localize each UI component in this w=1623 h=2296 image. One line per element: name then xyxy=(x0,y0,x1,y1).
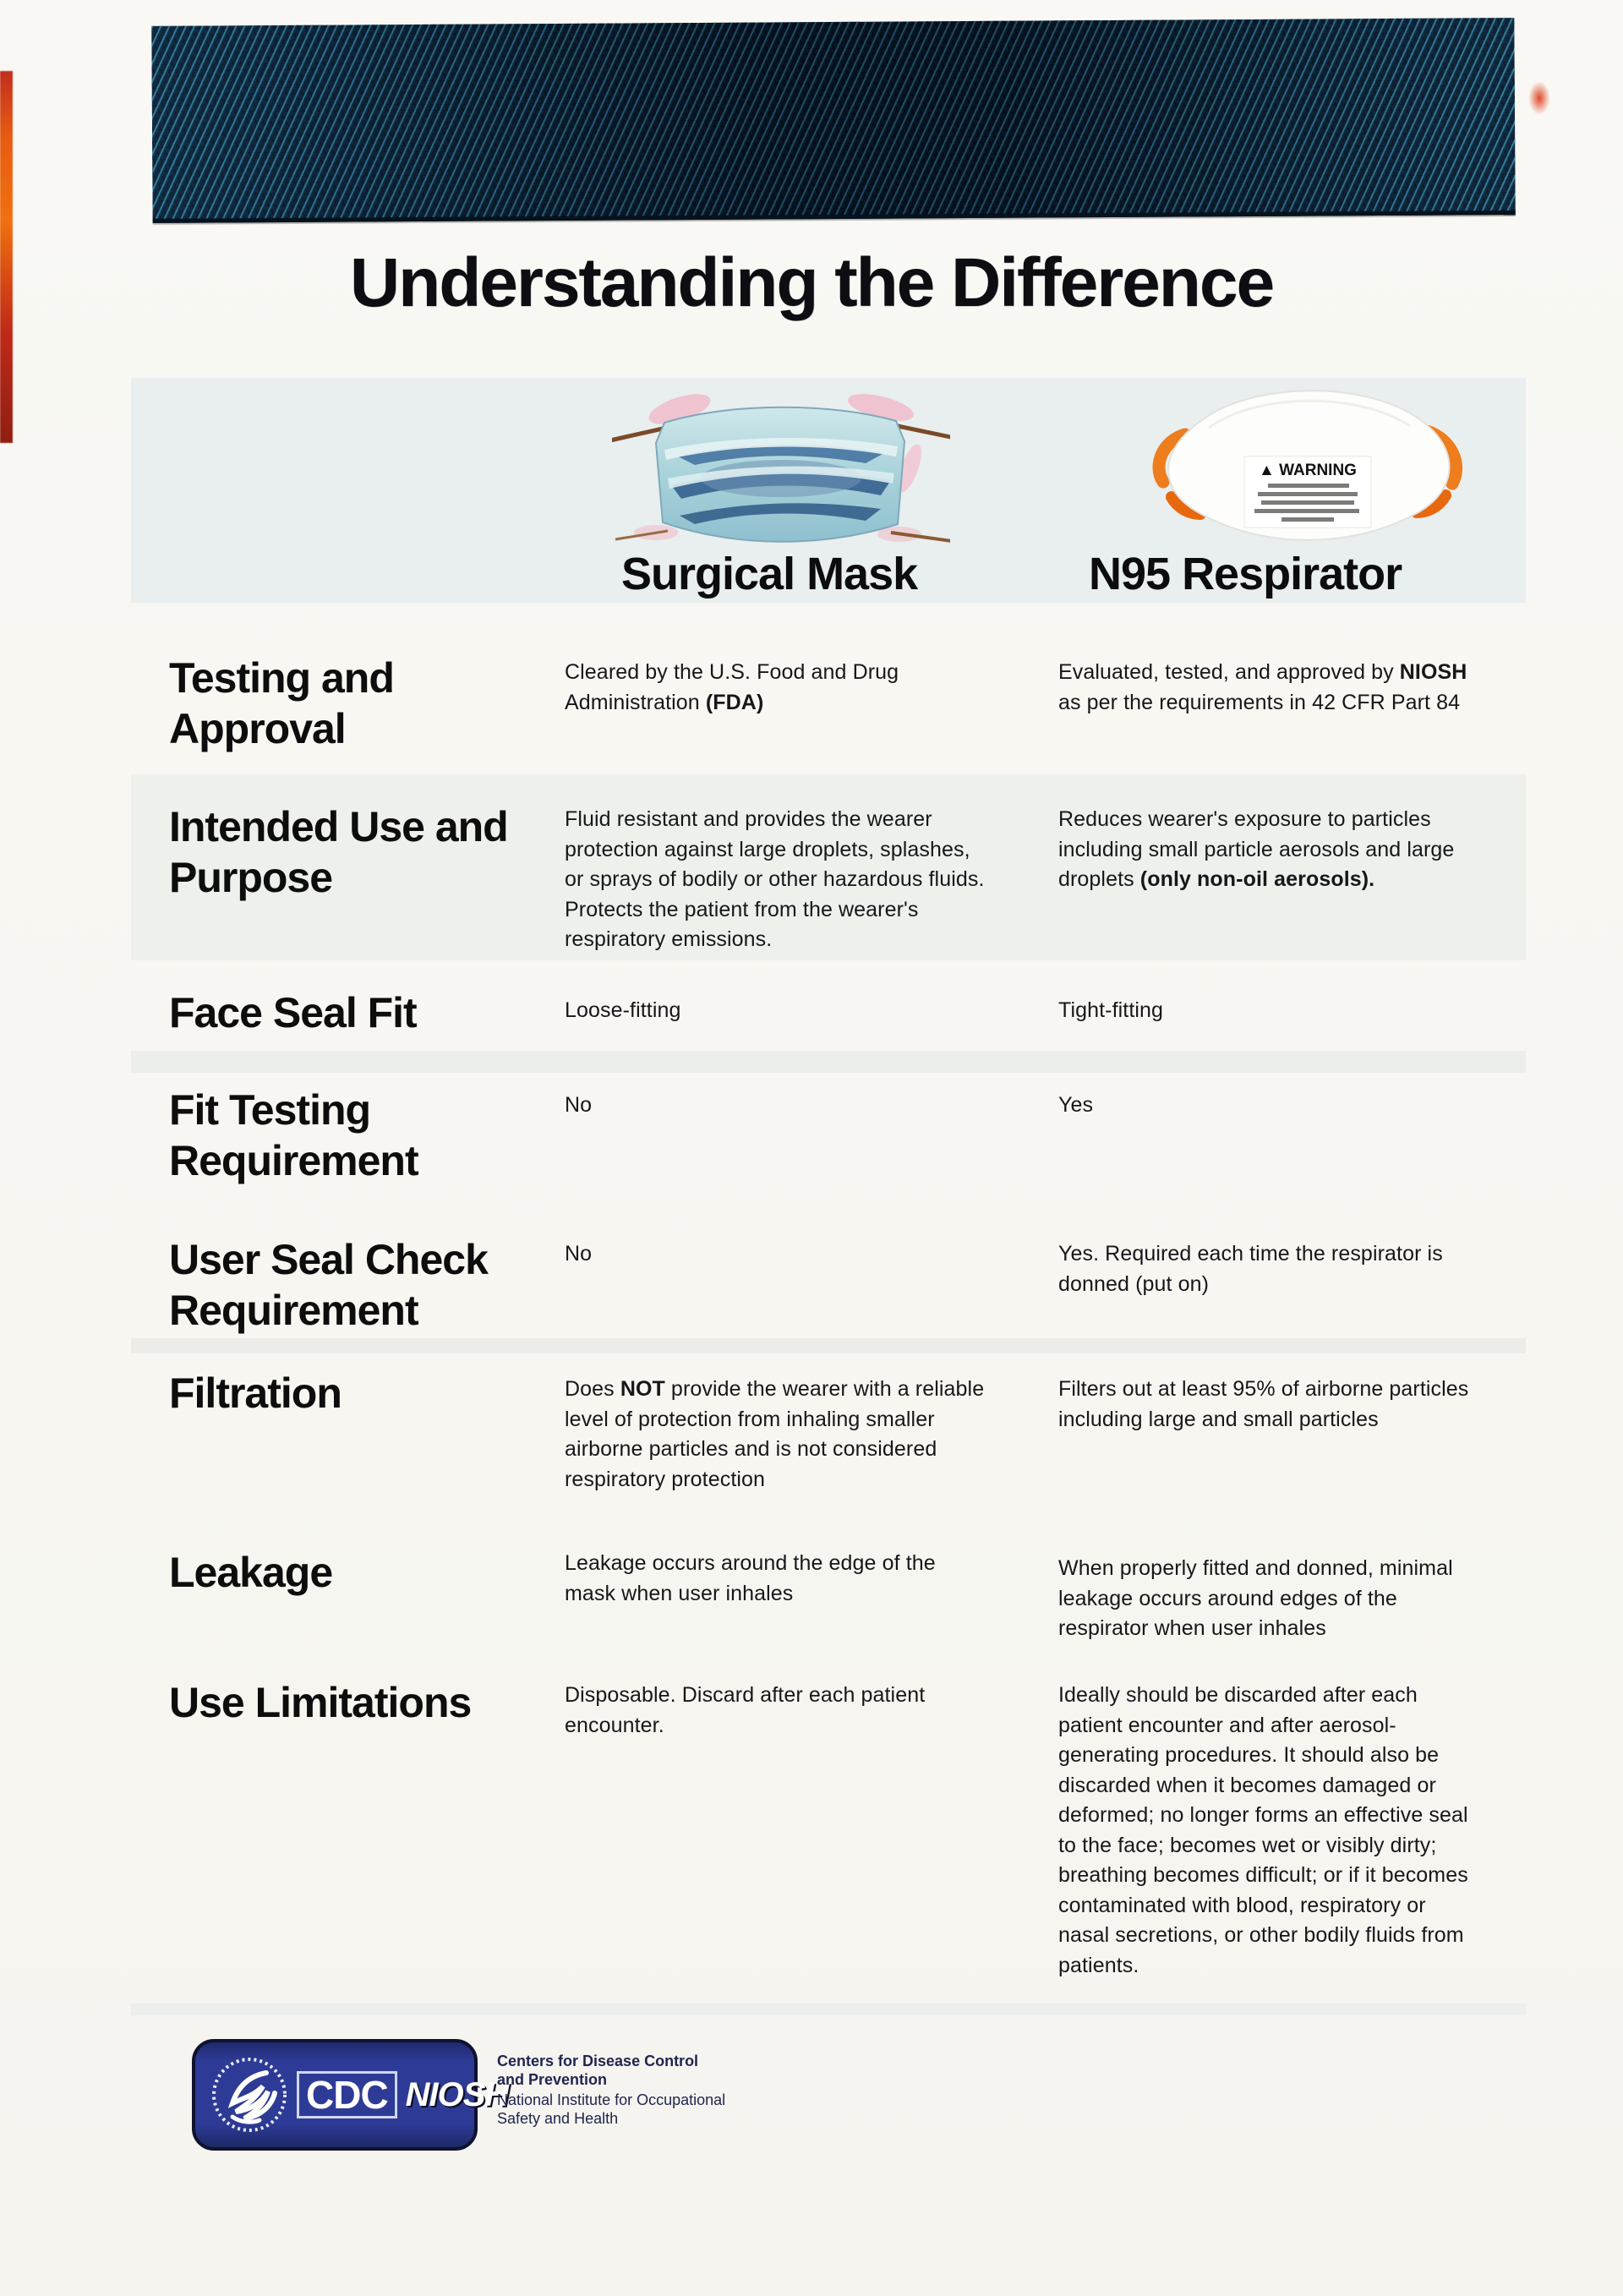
cdc-logo: CDC xyxy=(297,2071,397,2118)
n95-respirator-image xyxy=(1090,379,1522,560)
cell-text: Reduces wearer's exposure to particles including small particle aerosols and large droplets xyxy=(1058,807,1455,891)
row-label-intended-use: Intended Use and Purpose xyxy=(169,803,508,901)
bottom-background-stripe xyxy=(131,2004,1526,2015)
page-title: Understanding the Difference xyxy=(349,244,1274,321)
row-label-face-seal: Face Seal Fit xyxy=(169,989,417,1036)
cell-user-seal-n95: Yes. Required each time the respirator is donned (put on) xyxy=(1058,1242,1443,1296)
cell-text: Evaluated, tested, and approved by xyxy=(1058,660,1400,684)
cell-filtration-surgical xyxy=(565,1375,992,1495)
cell-text: provide the wearer with a reliable level of protection from inhaling smaller airborne particles and is not considered respiratory protection xyxy=(565,1377,985,1491)
cell-text-bold: NOT xyxy=(620,1377,665,1401)
cell-use-limitations-n95: Ideally should be discarded after each patient encounter and after aerosol-generating procedures. It should also be discarded when it becomes damaged or deformed; no longer forms an effective seal to the face; becomes wet or visibly dirty; breathing becomes difficult; or if it becomes contaminated with blood, respiratory or nasal secretions, or other bodily fluids from patients. xyxy=(1058,1683,1468,1977)
cell-face-seal-n95: Tight-fitting xyxy=(1058,998,1164,1022)
row-label-user-seal-check: User Seal Check Requirement xyxy=(169,1236,488,1334)
org-name-regular: National Institute for Occupational Safety and Health xyxy=(497,2091,726,2127)
cell-fit-testing-n95: Yes xyxy=(1058,1093,1094,1117)
cell-text: as per the requirements in 42 CFR Part 84 xyxy=(1058,690,1461,714)
row4-background-stripe xyxy=(131,1051,1526,1073)
warning-label xyxy=(1244,456,1371,528)
cell-face-seal-surgical: Loose-fitting xyxy=(565,998,681,1022)
warning-text: ▲ WARNING xyxy=(1259,462,1357,479)
cell-leakage-surgical: Leakage occurs around the edge of the mask when user inhales xyxy=(565,1551,936,1605)
cell-testing-n95 xyxy=(1058,658,1481,718)
surgical-mask-graphic xyxy=(612,391,950,551)
cell-text-bold: NIOSH xyxy=(1399,660,1467,684)
cell-use-limitations-surgical: Disposable. Discard after each patient encounter. xyxy=(565,1683,926,1737)
hhs-eagle-icon xyxy=(207,2051,288,2139)
cell-intended-n95 xyxy=(1058,805,1481,895)
row-label-filtration: Filtration xyxy=(169,1369,342,1417)
cell-text-bold: (FDA) xyxy=(705,690,764,714)
header-texture-band xyxy=(151,18,1515,223)
cell-user-seal-surgical: No xyxy=(565,1242,593,1266)
n95-respirator-header: N95 Respirator xyxy=(1089,549,1402,599)
cell-filtration-n95: Filters out at least 95% of airborne particles including large and small particles xyxy=(1058,1377,1469,1431)
row-label-testing-approval: Testing and Approval xyxy=(169,654,394,752)
cell-text-bold: (only non-oil aerosols). xyxy=(1139,867,1375,891)
cell-leakage-n95: When properly fitted and donned, minimal leakage occurs around edges of the respirator when user inhales xyxy=(1058,1556,1453,1640)
surgical-mask-header: Surgical Mask xyxy=(621,549,918,599)
row-label-use-limitations: Use Limitations xyxy=(169,1679,472,1726)
row6-background-stripe xyxy=(131,1338,1526,1353)
footer-org-text xyxy=(497,2053,776,2129)
cell-text: Does xyxy=(565,1377,620,1401)
niosh-logo: NIOSH xyxy=(405,2076,509,2113)
cell-text: Cleared by the U.S. Food and Drug Administration xyxy=(565,660,899,714)
row-label-fit-testing: Fit Testing Requirement xyxy=(169,1086,418,1184)
surgical-mask-image xyxy=(612,391,950,555)
org-name-bold: Centers for Disease Control and Prevention xyxy=(497,2053,699,2088)
cell-fit-testing-surgical: No xyxy=(565,1093,593,1117)
scan-corner-smudge xyxy=(1528,81,1550,115)
cell-intended-surgical: Fluid resistant and provides the wearer protection against large droplets, splashes, or sprays of bodily or other hazardous fluids. Protects the patient from the wearer's respiratory emissions. xyxy=(565,807,985,951)
cdc-niosh-logo xyxy=(192,2039,509,2151)
row-label-leakage: Leakage xyxy=(169,1549,333,1596)
cell-testing-surgical xyxy=(565,658,992,718)
n95-respirator-graphic xyxy=(1090,379,1522,556)
